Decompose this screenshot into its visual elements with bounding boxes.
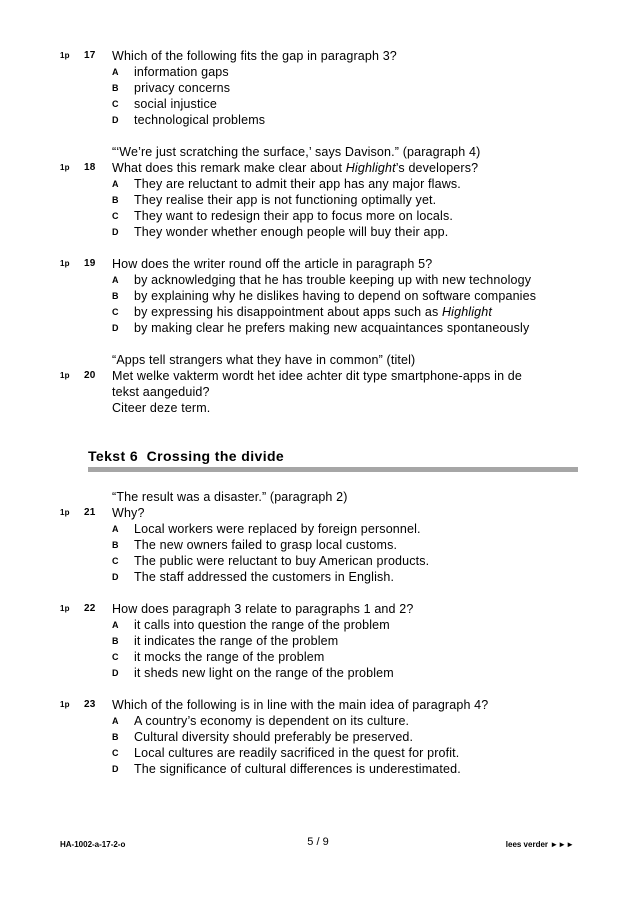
option-letter: A bbox=[112, 524, 119, 534]
option-text: They are reluctant to admit their app has any major flaws. bbox=[134, 177, 461, 191]
option-letter: D bbox=[112, 227, 119, 237]
question-number: 18 bbox=[84, 162, 96, 173]
option-letter: D bbox=[112, 764, 119, 774]
option-letter: D bbox=[112, 115, 119, 125]
option-letter: A bbox=[112, 275, 119, 285]
question-number: 19 bbox=[84, 258, 96, 269]
option-text: Local cultures are readily sacrificed in the quest for profit. bbox=[134, 746, 460, 760]
option-letter: C bbox=[112, 99, 119, 109]
question-stem: How does the writer round off the article in paragraph 5? bbox=[112, 257, 433, 271]
option-letter: D bbox=[112, 668, 119, 678]
question-number: 17 bbox=[84, 50, 96, 61]
question-points: 1p bbox=[60, 700, 70, 709]
option-letter: A bbox=[112, 179, 119, 189]
option-text: Local workers were replaced by foreign personnel. bbox=[134, 522, 421, 536]
option-text: it mocks the range of the problem bbox=[134, 650, 325, 664]
question-stem: Which of the following is in line with the main idea of paragraph 4? bbox=[112, 698, 489, 712]
option-letter: A bbox=[112, 67, 119, 77]
option-letter: C bbox=[112, 652, 119, 662]
option-letter: C bbox=[112, 307, 119, 317]
question-stem-line: tekst aangeduid? bbox=[112, 385, 210, 399]
option-text: by acknowledging that he has trouble keeping up with new technology bbox=[134, 273, 532, 287]
option-text: social injustice bbox=[134, 97, 217, 111]
option-letter: A bbox=[112, 716, 119, 726]
app-name-highlight: Highlight bbox=[345, 161, 396, 175]
option-text: privacy concerns bbox=[134, 81, 231, 95]
option-letter: B bbox=[112, 540, 119, 550]
option-text: by explaining why he dislikes having to depend on software companies bbox=[134, 289, 537, 303]
option-text: A country’s economy is dependent on its culture. bbox=[134, 714, 410, 728]
question-quote: “The result was a disaster.” (paragraph 2) bbox=[112, 490, 348, 504]
option-letter: B bbox=[112, 291, 119, 301]
page-number: 5 / 9 bbox=[307, 836, 329, 848]
question-quote: “‘We’re just scratching the surface,’ says Davison.” (paragraph 4) bbox=[112, 145, 481, 159]
option-text: by expressing his disappointment about apps such as Highlight bbox=[134, 305, 492, 319]
option-text: technological problems bbox=[134, 113, 266, 127]
question-number: 20 bbox=[84, 370, 96, 381]
section-divider bbox=[88, 467, 578, 472]
option-letter: B bbox=[112, 732, 119, 742]
app-name-highlight: Highlight bbox=[441, 305, 492, 319]
question-points: 1p bbox=[60, 259, 70, 268]
section-heading bbox=[88, 448, 284, 464]
option-letter: B bbox=[112, 83, 119, 93]
question-points: 1p bbox=[60, 508, 70, 517]
option-text: They realise their app is not functioning optimally yet. bbox=[134, 193, 437, 207]
option-text: it calls into question the range of the problem bbox=[134, 618, 390, 632]
question-stem: What does this remark make clear about Highlight’s developers? bbox=[112, 161, 479, 175]
exam-code: HA-1002-a-17-2-o bbox=[60, 840, 126, 849]
option-text: The significance of cultural differences is underestimated. bbox=[134, 762, 461, 776]
question-number: 22 bbox=[84, 603, 96, 614]
option-text: it indicates the range of the problem bbox=[134, 634, 339, 648]
option-text: information gaps bbox=[134, 65, 229, 79]
question-number: 23 bbox=[84, 699, 96, 710]
option-letter: C bbox=[112, 748, 119, 758]
option-text: They wonder whether enough people will buy their app. bbox=[134, 225, 449, 239]
question-stem-line: Met welke vakterm wordt het idee achter dit type smartphone-apps in de bbox=[112, 369, 523, 383]
option-text: it sheds new light on the range of the problem bbox=[134, 666, 394, 680]
question-stem-line: Citeer deze term. bbox=[112, 401, 211, 415]
option-text: The public were reluctant to buy American products. bbox=[134, 554, 430, 568]
question-quote: “Apps tell strangers what they have in common” (titel) bbox=[112, 353, 416, 367]
question-points: 1p bbox=[60, 51, 70, 60]
option-letter: C bbox=[112, 211, 119, 221]
option-letter: A bbox=[112, 620, 119, 630]
question-stem: Why? bbox=[112, 506, 145, 520]
question-points: 1p bbox=[60, 604, 70, 613]
option-letter: B bbox=[112, 195, 119, 205]
continue-indicator: lees verder ►►► bbox=[505, 840, 574, 849]
option-text: The staff addressed the customers in English. bbox=[134, 570, 395, 584]
option-text: They want to redesign their app to focus more on locals. bbox=[134, 209, 453, 223]
option-letter: C bbox=[112, 556, 119, 566]
question-number: 21 bbox=[84, 507, 96, 518]
option-letter: D bbox=[112, 572, 119, 582]
option-text: The new owners failed to grasp local customs. bbox=[134, 538, 398, 552]
section-title: Crossing the divide bbox=[146, 448, 285, 464]
option-letter: B bbox=[112, 636, 119, 646]
option-text: by making clear he prefers making new acquaintances spontaneously bbox=[134, 321, 530, 335]
question-points: 1p bbox=[60, 163, 70, 172]
question-stem: How does paragraph 3 relate to paragraphs 1 and 2? bbox=[112, 602, 414, 616]
question-stem: Which of the following fits the gap in paragraph 3? bbox=[112, 49, 397, 63]
option-text: Cultural diversity should preferably be preserved. bbox=[134, 730, 414, 744]
option-letter: D bbox=[112, 323, 119, 333]
question-points: 1p bbox=[60, 371, 70, 380]
section-label: Tekst 6 bbox=[88, 448, 139, 464]
